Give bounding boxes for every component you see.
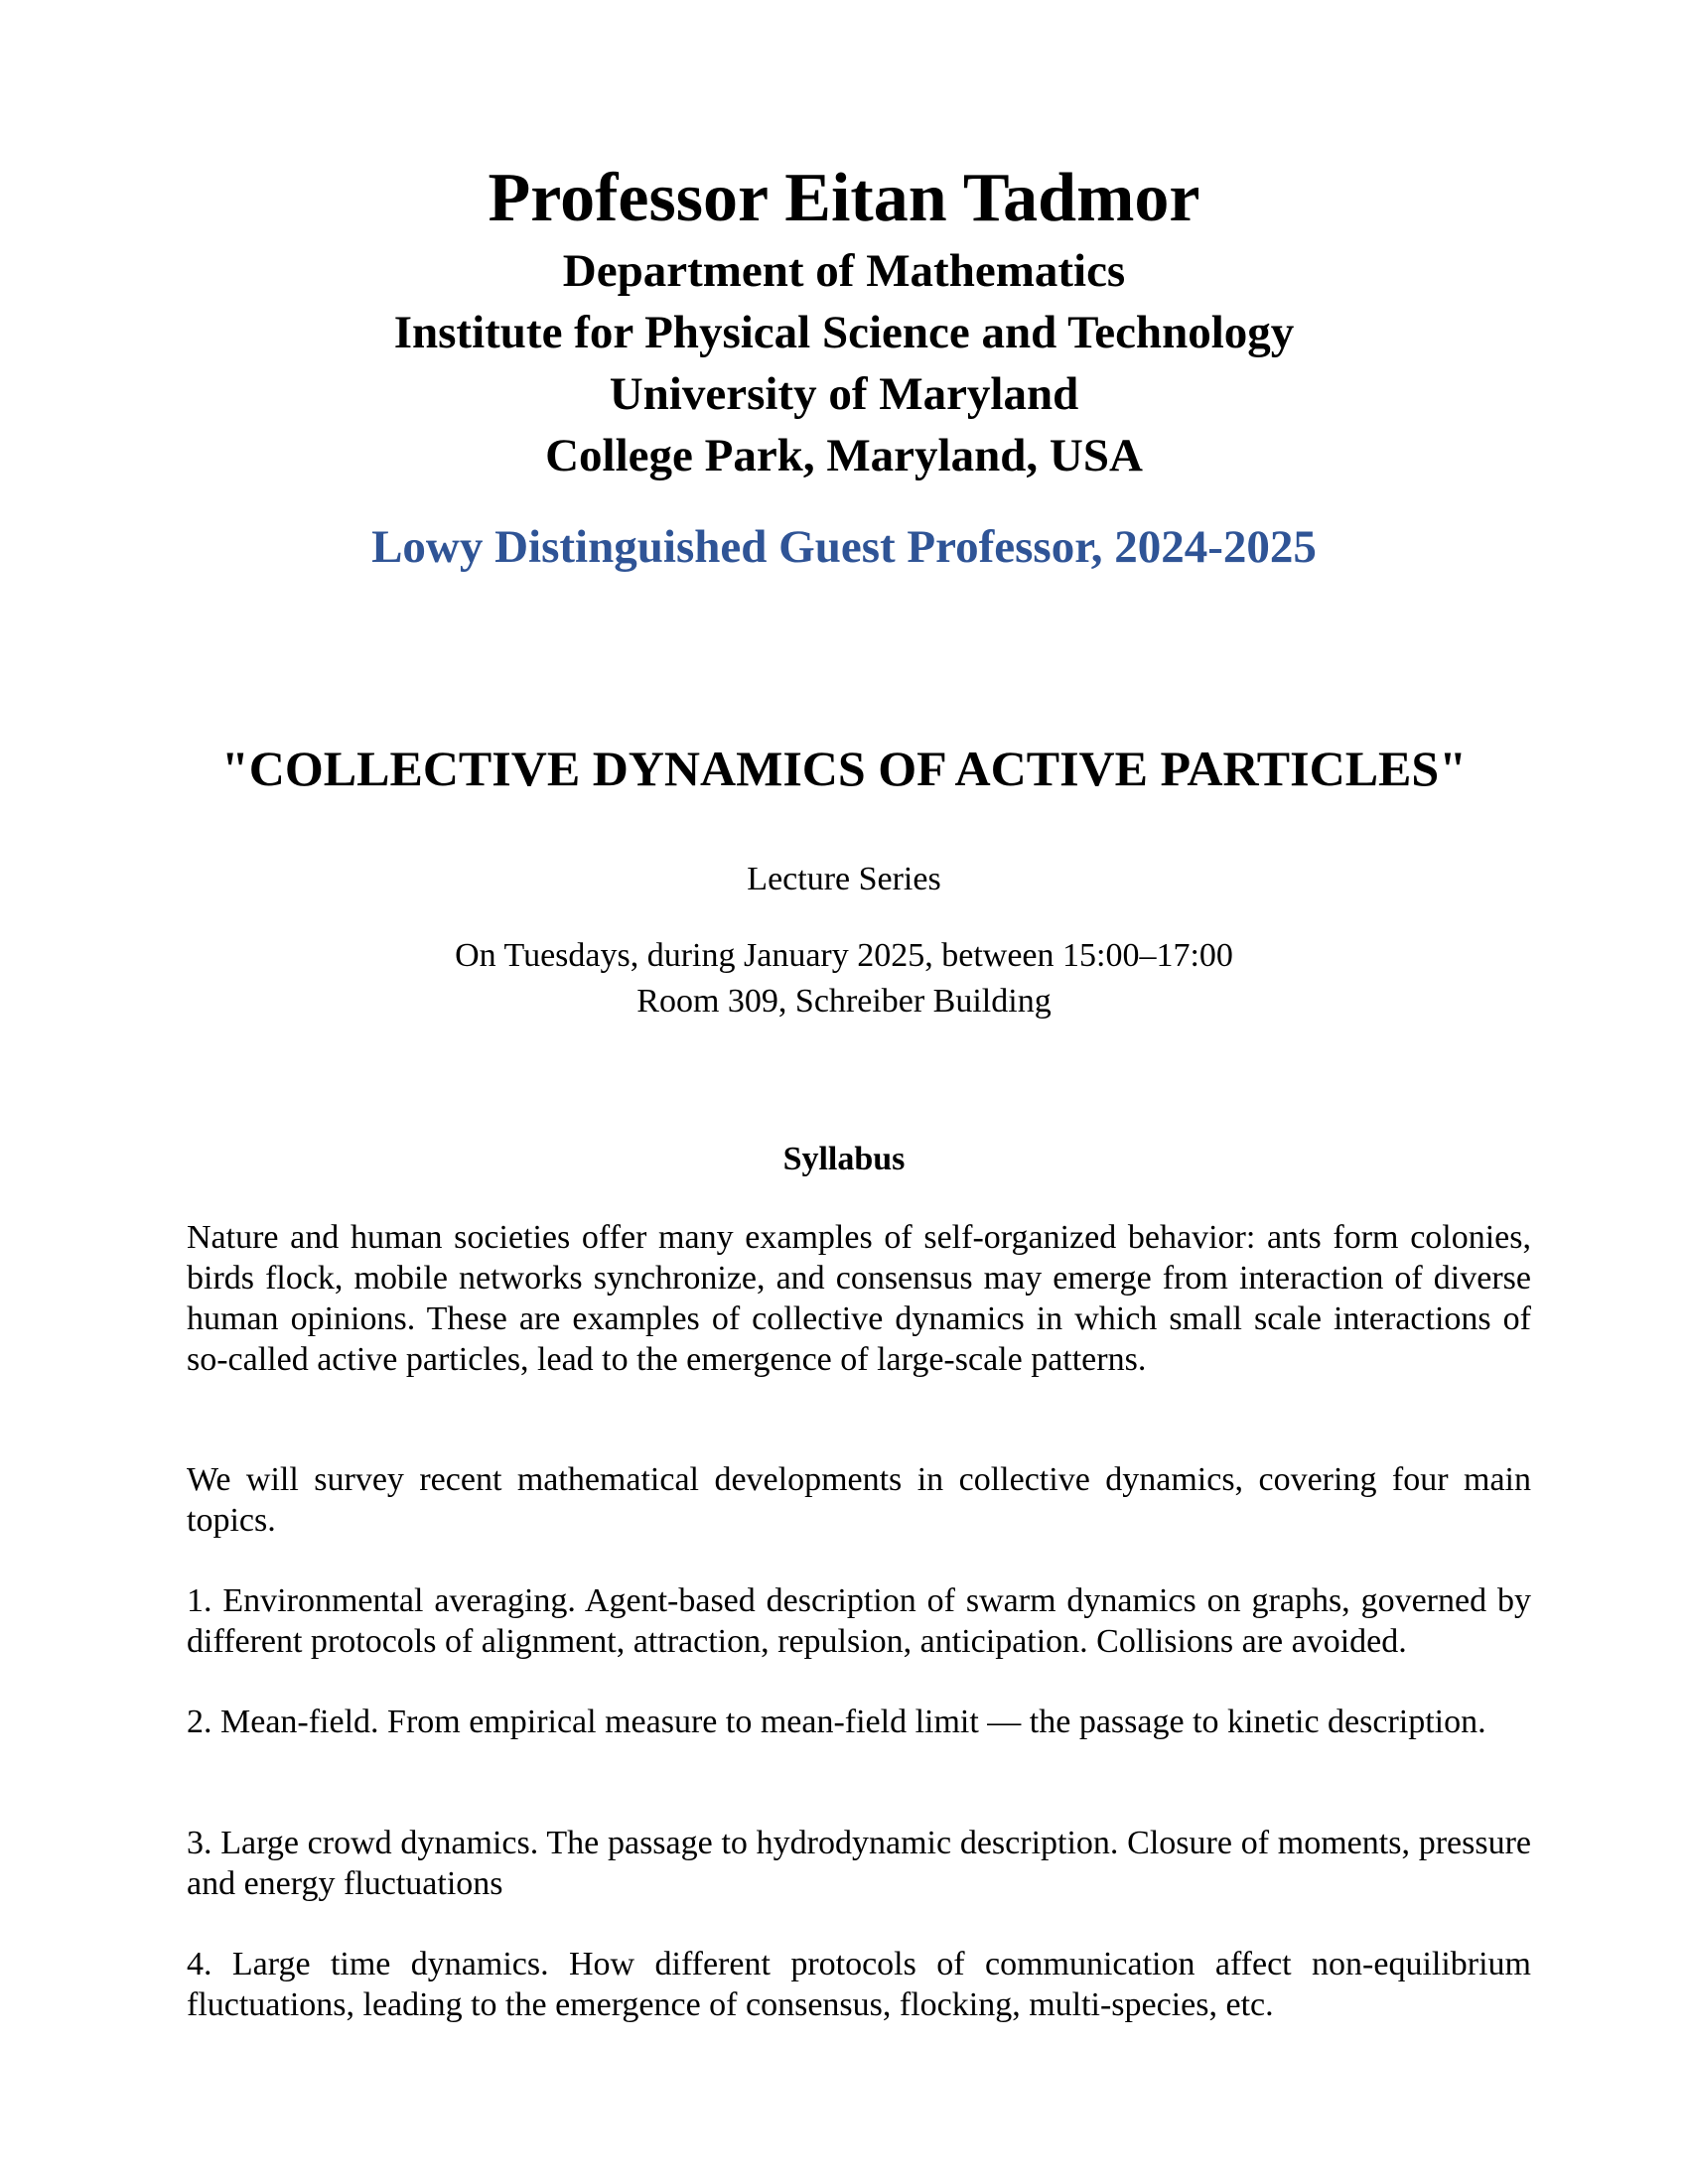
syllabus-intro-paragraph: Nature and human societies offer many examples of self-organized behavior: ants form colonies, birds flock, mobile networks synchronize, and consensus may emerge from interaction of diverse human opinions. These are examples of collective dynamics in which small scale interactions of so-called active particles, lead to the emergence of large-scale patterns.	[187, 1219, 1531, 1378]
syllabus-topic-3: 3. Large crowd dynamics. The passage to hydrodynamic description. Closure of moments, pressure and energy fluctuations	[187, 1825, 1531, 1902]
location-line: College Park, Maryland, USA	[545, 430, 1143, 481]
guest-professor-title: Lowy Distinguished Guest Professor, 2024-2025	[371, 521, 1317, 573]
lecture-title: "COLLECTIVE DYNAMICS OF ACTIVE PARTICLES"	[221, 741, 1467, 796]
lecture-series-label: Lecture Series	[747, 861, 941, 897]
syllabus-topic-2: 2. Mean-field. From empirical measure to mean-field limit — the passage to kinetic description.	[187, 1704, 1486, 1740]
syllabus-topic-4: 4. Large time dynamics. How different protocols of communication affect non-equilibrium fluctuations, leading to the emergence of consensus, flocking, multi-species, etc.	[187, 1946, 1531, 2023]
institute-line: Institute for Physical Science and Technology	[393, 307, 1295, 358]
university-line: University of Maryland	[609, 368, 1079, 420]
schedule-line: On Tuesdays, during January 2025, between 15:00–17:00	[455, 937, 1233, 974]
syllabus-overview-paragraph: We will survey recent mathematical developments in collective dynamics, covering four main topics.	[187, 1461, 1531, 1539]
room-line: Room 309, Schreiber Building	[636, 983, 1052, 1020]
syllabus-heading: Syllabus	[782, 1141, 906, 1177]
professor-name: Professor Eitan Tadmor	[488, 160, 1200, 236]
syllabus-topic-1: 1. Environmental averaging. Agent-based description of swarm dynamics on graphs, governed by different protocols of alignment, attraction, repulsion, anticipation. Collisions are avoided.	[187, 1582, 1531, 1660]
department-line: Department of Mathematics	[562, 245, 1126, 297]
